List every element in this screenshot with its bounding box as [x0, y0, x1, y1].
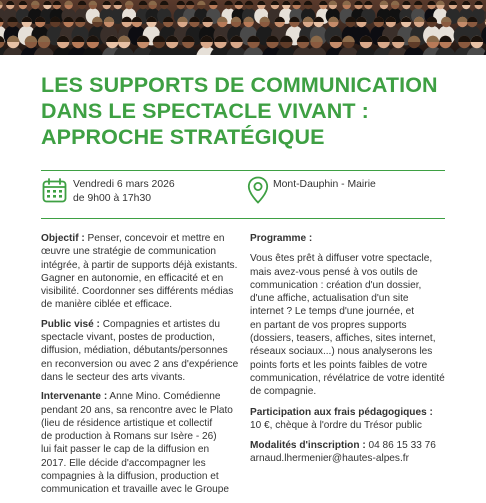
divider-top — [41, 170, 445, 171]
audience-hair — [449, 1, 457, 5]
audience-hair — [224, 1, 232, 5]
programme-line: Vous êtes prêt à diffuser votre spectacle, — [250, 253, 433, 265]
audience-hair — [139, 1, 147, 5]
intervenante-text: pendant 20 ans, sa rencontre avec le Plato — [41, 404, 233, 416]
programme-line: d'une affiche, actualisation d'un site — [250, 293, 409, 305]
audience-hair — [197, 1, 205, 5]
objectif-text: de manière ciblée et efficace. — [41, 299, 173, 311]
audience-hair — [391, 1, 399, 5]
page-title — [41, 72, 461, 150]
public-paragraph — [41, 318, 246, 384]
audience-hair — [209, 1, 217, 5]
map-pin-icon — [247, 176, 269, 209]
title-line: DANS LE SPECTACLE VIVANT : — [41, 99, 369, 123]
participation-label: Participation aux frais pédagogiques : — [250, 406, 433, 418]
inscription-label: Modalités d'inscription : — [250, 440, 366, 452]
audience-hair — [148, 1, 156, 5]
public-label: Public visé : — [41, 318, 100, 330]
audience-hair — [53, 1, 61, 5]
audience-hair — [64, 1, 72, 5]
programme-line: réseaux sociaux...) nous analyserons les — [250, 346, 433, 358]
public-text: spectacle vivant, postes de production, — [41, 332, 215, 344]
event-location: Mont-Dauphin - Mairie — [273, 179, 376, 190]
intervenante-paragraph — [41, 390, 246, 496]
objectif-text: œuvre une stratégie de communication — [41, 246, 217, 258]
audience-hair — [19, 1, 27, 5]
intervenante-text: compagnies à la diffusion, production et — [41, 471, 219, 483]
intervenante-text: de production à Romans sur Isère - 26) — [41, 431, 217, 443]
audience-hair — [380, 1, 388, 5]
right-column — [250, 232, 460, 472]
audience-hair — [177, 1, 185, 5]
participation-paragraph — [250, 406, 460, 433]
left-column — [41, 232, 246, 503]
audience-hair — [235, 1, 243, 5]
programme-line: mais avez-vous pensé à vos outils de — [250, 266, 418, 278]
audience-hair — [257, 1, 265, 5]
objectif-paragraph — [41, 232, 246, 312]
event-date-hours: de 9h00 à 17h30 — [73, 193, 152, 204]
audience-hair — [282, 1, 290, 5]
public-text: en reconversion ou avec 2 ans d'expérience — [41, 358, 239, 370]
audience-hair — [414, 1, 422, 5]
public-text: diffusion, médiation, débutants/personnes — [41, 345, 228, 357]
audience-hair — [271, 1, 279, 5]
audience-hair — [292, 1, 300, 5]
intervenante-text: 2017. Elle décide d'accompagner les — [41, 457, 206, 469]
audience-hair — [160, 1, 168, 5]
objectif-text: visibilité. Coordonner ses différents médias — [41, 286, 234, 298]
event-date-day: Vendredi 6 mars 2026 — [73, 179, 175, 190]
public-text: Compagnies et artistes du — [99, 318, 220, 330]
divider-bottom — [41, 218, 445, 219]
audience-hair — [354, 1, 362, 5]
title-line: APPROCHE STRATÉGIQUE — [41, 125, 325, 149]
audience-hair — [436, 1, 444, 5]
audience-hair — [31, 1, 39, 5]
audience-hair — [329, 1, 337, 5]
programme-line: communication : création d'un dossier, — [250, 279, 422, 291]
intervenante-text: communication et travaille avec le Groupe — [41, 484, 229, 496]
audience-hair — [6, 1, 14, 5]
audience-hair — [103, 1, 111, 5]
audience-crowd-illustration — [0, 0, 486, 55]
audience-hair — [474, 1, 482, 5]
programme-paragraph — [250, 232, 460, 245]
audience-hair — [43, 1, 51, 5]
audience-hair — [78, 1, 86, 5]
objectif-text: intégrée, à partir de supports déjà existants. — [41, 259, 238, 271]
programme-line: points forts et les points faibles de votre — [250, 359, 428, 371]
programme-line: en partant de vos propres supports — [250, 319, 407, 331]
audience-hair — [245, 1, 253, 5]
intervenante-text: lui fait passer le cap de la diffusion en — [41, 444, 210, 456]
audience-hair — [427, 1, 435, 5]
audience-hair — [125, 1, 133, 5]
title-line: LES SUPPORTS DE COMMUNICATION — [41, 73, 438, 97]
audience-hair — [364, 1, 372, 5]
audience-hair — [402, 1, 410, 5]
inscription-paragraph — [250, 439, 460, 466]
programme-label: Programme : — [250, 233, 313, 244]
header-audience-photo — [0, 0, 486, 55]
programme-line: internet ? Le temps d'une journée, et — [250, 306, 415, 318]
audience-hair — [342, 1, 350, 5]
audience-hair — [319, 1, 327, 5]
audience-hair — [462, 1, 470, 5]
programme-text — [250, 252, 460, 398]
objectif-label: Objectif : — [41, 233, 85, 244]
objectif-text: Gagner en autonomie, en efficacité et en — [41, 272, 224, 284]
audience-hair — [186, 1, 194, 5]
inscription-phone[interactable]: 04 86 15 33 76 — [365, 440, 436, 452]
intervenante-text: Anne Mino. Comédienne — [107, 391, 221, 403]
event-date — [73, 178, 175, 206]
programme-line: communication, révélatrice de votre identité — [250, 372, 445, 384]
inscription-email[interactable]: arnaud.lhermenier@hautes-alpes.fr — [250, 453, 409, 465]
audience-hair — [89, 1, 97, 5]
calendar-icon — [42, 178, 67, 208]
audience-hair — [0, 1, 3, 5]
programme-line: (dossiers, teasers, affiches, sites internet, — [250, 333, 436, 345]
intervenante-text: (lieu de résidence artistique et collectif — [41, 417, 213, 429]
audience-hair — [304, 1, 312, 5]
programme-line: de compagnie. — [250, 386, 317, 398]
participation-value: 10 €, chèque à l'ordre du Trésor public — [250, 419, 422, 431]
intervenante-label: Intervenante : — [41, 391, 108, 403]
audience-hair — [114, 1, 122, 5]
objectif-text: Penser, concevoir et mettre en — [84, 233, 225, 244]
public-text: dans le secteur des arts vivants. — [41, 371, 186, 383]
